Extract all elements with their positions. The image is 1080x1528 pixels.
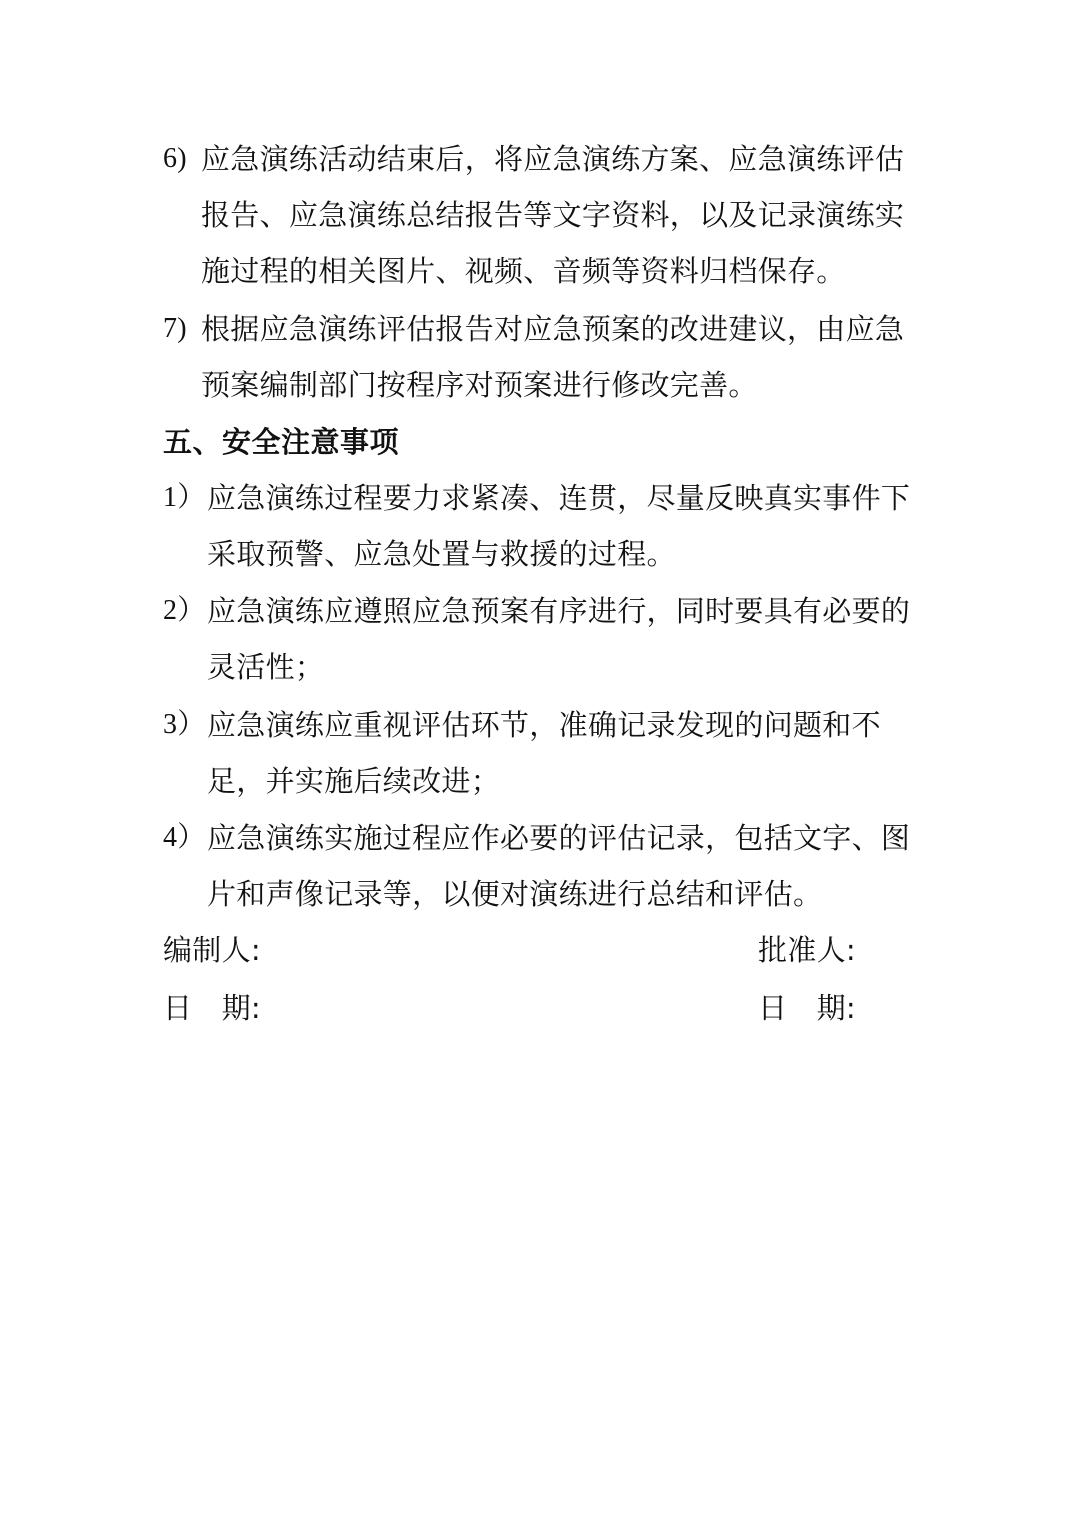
safety-item-2: [163, 583, 923, 695]
list-item-text: 应急演练应遵照应急预案有序进行，同时要具有必要的灵活性；: [207, 594, 911, 684]
list-item-text: 根据应急演练评估报告对应急预案的改进建议，由应急预案编制部门按程序对预案进行修改完善。: [201, 312, 905, 402]
date-label-right: 日 期:: [758, 991, 856, 1025]
list-item-text: 应急演练应重视评估环节，准确记录发现的问题和不足，并实施后续改进；: [207, 708, 881, 798]
preparer-label: 编制人:: [163, 933, 261, 967]
list-item-number: 3）: [163, 709, 206, 740]
approver-label: 批准人:: [758, 933, 856, 967]
safety-item-1: [163, 470, 923, 582]
list-item-number: 4）: [163, 822, 206, 853]
list-item-text: 应急演练实施过程应作必要的评估记录，包括文字、图片和声像记录等，以便对演练进行总结和评估。: [207, 821, 911, 911]
list-item-number: 7): [163, 313, 187, 344]
safety-item-4: [163, 810, 923, 922]
list-item-7: [163, 301, 923, 413]
section-heading: 五、安全注意事项: [163, 425, 400, 459]
list-item-text: 应急演练活动结束后，将应急演练方案、应急演练评估报告、应急演练总结报告等文字资料，以及记录演练实施过程的相关图片、视频、音频等资料归档保存。: [201, 142, 905, 288]
list-item-text: 应急演练过程要力求紧凑、连贯，尽量反映真实事件下采取预警、应急处置与救援的过程。: [207, 481, 911, 571]
list-item-number: 2）: [163, 595, 206, 626]
list-item-number: 6): [163, 143, 187, 174]
date-label-left: 日 期:: [163, 991, 261, 1025]
list-item-6: [163, 131, 923, 299]
safety-item-3: [163, 697, 923, 809]
list-item-number: 1）: [163, 482, 206, 513]
